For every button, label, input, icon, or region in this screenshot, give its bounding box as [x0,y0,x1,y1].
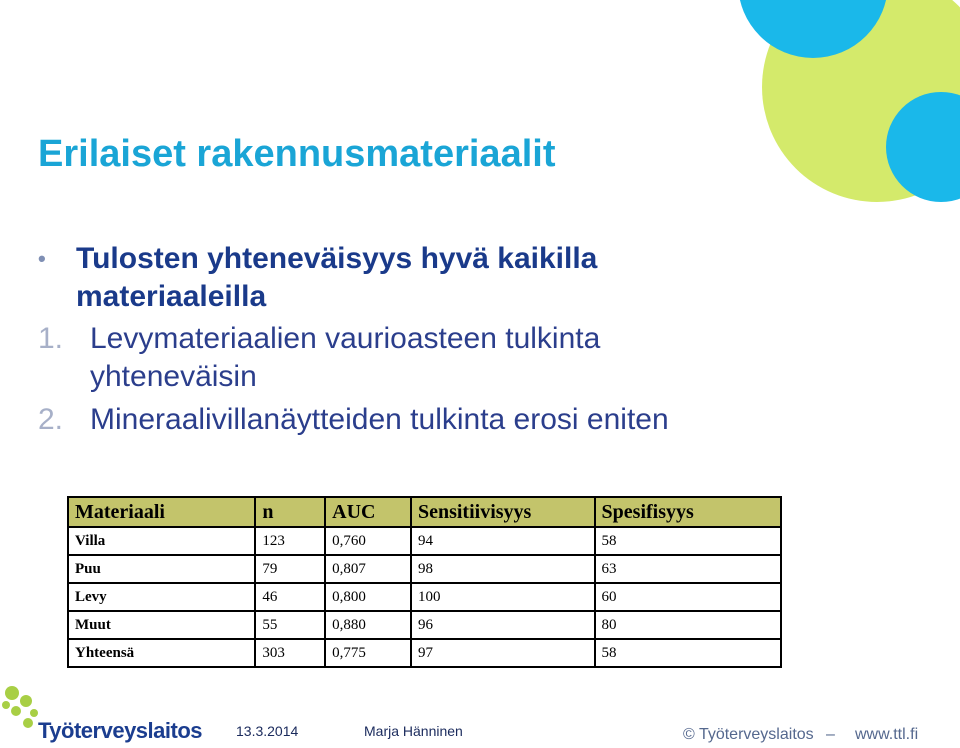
table-cell: 55 [255,611,325,639]
results-table [67,496,782,668]
item-text: Levymateriaalien vaurioasteen tulkinta yhteneväisin [90,322,601,393]
table-row [68,555,781,583]
table-cell: 79 [255,555,325,583]
numbered-item-1 [38,320,738,396]
bullet-dot-icon: • [38,246,46,271]
table-cell: 97 [411,639,595,667]
table-cell: 98 [411,555,595,583]
table-cell: 60 [595,583,781,611]
footer-url: www.ttl.fi [855,726,919,743]
table-cell: Levy [68,583,255,611]
footer-copyright: © Työterveyslaitos [683,726,814,743]
item-number: 2. [38,403,64,436]
column-header: n [255,497,325,527]
table-cell: 123 [255,527,325,555]
table-cell: 58 [595,639,781,667]
column-header: AUC [325,497,411,527]
column-header: Spesifisyys [595,497,781,527]
bullet-item [38,240,738,316]
table-cell: 0,775 [325,639,411,667]
table-cell: 0,800 [325,583,411,611]
table-cell: 80 [595,611,781,639]
table-row [68,611,781,639]
table-row [68,527,781,555]
bullet-text: Tulosten yhteneväisyys hyvä kaikilla materiaaleilla [76,242,598,313]
table-cell: 0,807 [325,555,411,583]
table-cell: 303 [255,639,325,667]
slide-title: Erilaiset rakennusmateriaalit [38,133,556,175]
table-cell: 46 [255,583,325,611]
item-number: 1. [38,322,64,355]
logo-text: Työterveyslaitos [38,718,203,743]
table-cell: 94 [411,527,595,555]
table-row [68,639,781,667]
footer-dash: – [826,726,835,743]
table-header-row [68,497,781,527]
table-cell: Villa [68,527,255,555]
table-cell: 100 [411,583,595,611]
column-header: Materiaali [68,497,255,527]
numbered-item-2 [38,401,738,439]
footer-date: 13.3.2014 [236,723,299,739]
table-cell: 63 [595,555,781,583]
table-cell: 0,880 [325,611,411,639]
table-cell: Muut [68,611,255,639]
table-cell: 96 [411,611,595,639]
slide-content [38,240,738,444]
item-text: Mineraalivillanäytteiden tulkinta erosi eniten [90,403,669,436]
footer-author: Marja Hänninen [364,723,463,739]
column-header: Sensitiivisyys [411,497,595,527]
table-cell: 0,760 [325,527,411,555]
table-cell: 58 [595,527,781,555]
table-row [68,583,781,611]
table-cell: Puu [68,555,255,583]
table-cell: Yhteensä [68,639,255,667]
